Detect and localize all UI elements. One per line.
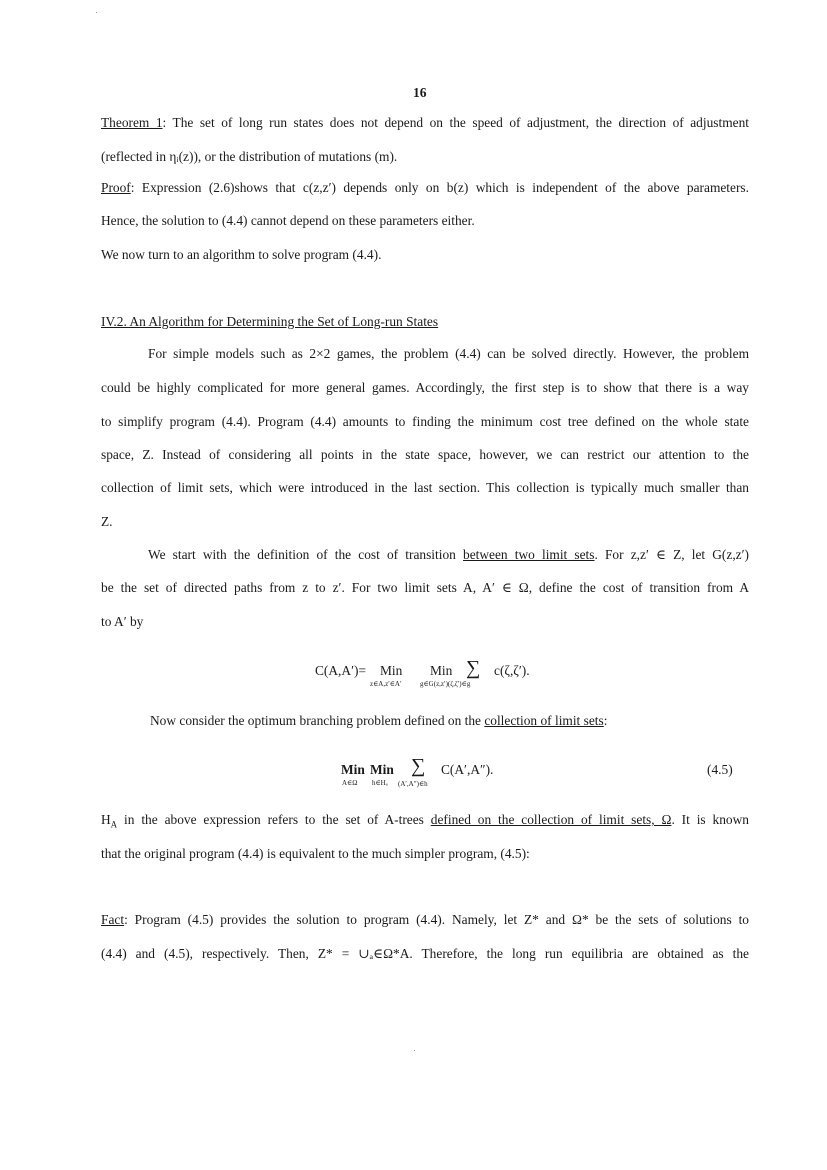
para3-line: Now consider the optimum branching problem defined on the collection of limit sets: [150,713,608,728]
fact-line-2: (4.4) and (4.5), respectively. Then, Z* = ∪ₐ∈Ω*A. Therefore, the long run equilibria are obtained as the [101,946,749,961]
eq2-min2-sub: h∈Hₐ [372,779,388,787]
eq2-summand: C(A′,A″). [441,762,494,777]
eq2-min1-sub: A∈Ω [342,779,358,787]
eq1-lhs: C(A,A′)= [315,663,367,678]
eq1-min2: Min [430,663,453,678]
eq2-sigma-sub: (A′,A″)∈h [398,780,428,788]
proof-line-1: Proof: Expression (2.6)shows that c(z,z′) depends only on b(z) which is independent of the above parameters. [101,180,749,195]
eq2-tag: (4.5) [707,762,733,777]
para1-line-5: collection of limit sets, which were introduced in the last section. This collection is typically much smaller than [101,480,749,495]
page-number: 16 [413,85,427,100]
eq1-min2-sub: g∈G(z,z′)(ζ,ζ′)∈g [420,680,471,688]
theorem-label: Theorem 1 [101,115,163,130]
section-heading: IV.2. An Algorithm for Determining the Set of Long-run States [101,314,439,329]
para2-line-3: to A′ by [101,614,144,629]
para1-line-3: to simplify program (4.4). Program (4.4) amounts to finding the minimum cost tree defined on the whole state [101,414,749,429]
proof-label: Proof [101,180,131,195]
para2-line-2: be the set of directed paths from z to z′. For two limit sets A, A′ ∈ Ω, define the cost of transition from A [101,580,749,595]
theorem-line-2: (reflected in ηᵢ(z)), or the distribution of mutations (m). [101,149,398,164]
para1-line-4: space, Z. Instead of considering all points in the state space, however, we can restrict our attention to the [101,447,749,462]
proof-line-2: Hence, the solution to (4.4) cannot depend on these parameters either. [101,213,475,228]
fact-label: Fact [101,912,125,927]
eq2-min2: Min [370,762,394,777]
para1-line-1: For simple models such as 2×2 games, the problem (4.4) can be solved directly. However, the problem [148,346,749,361]
theorem-line-1: Theorem 1: The set of long run states does not depend on the speed of adjustment, the direction of adjustment [101,115,749,130]
scan-speck [96,12,97,13]
eq2-sigma: ∑ [411,755,426,777]
eq2-min1: Min [341,762,365,777]
fact-line-1: Fact: Program (4.5) provides the solution to program (4.4). Namely, let Z* and Ω* be the sets of solutions to [101,912,749,927]
para4-line-1: $H_A$ in the above expression refers to the set of A-trees defined on the collection of limit sets, Ω. It is known [101,812,749,830]
para1-line-6: Z. [101,514,113,529]
eq1-summand: c(ζ,ζ′). [494,663,530,678]
eq1-sigma: ∑ [466,657,481,679]
eq1-min1-sub: z∈A,z′∈A′ [370,680,402,688]
para4-line-2: that the original program (4.4) is equivalent to the much simpler program, (4.5): [101,846,530,861]
turn-line: We now turn to an algorithm to solve program (4.4). [101,247,382,262]
eq1-min1: Min [380,663,403,678]
scan-speck [414,1050,415,1051]
para1-line-2: could be highly complicated for more general games. Accordingly, the first step is to show that there is a way [101,380,749,395]
para2-line-1: We start with the definition of the cost of transition between two limit sets. For z,z′ ∈ Z, let G(z,z′) [148,547,750,562]
